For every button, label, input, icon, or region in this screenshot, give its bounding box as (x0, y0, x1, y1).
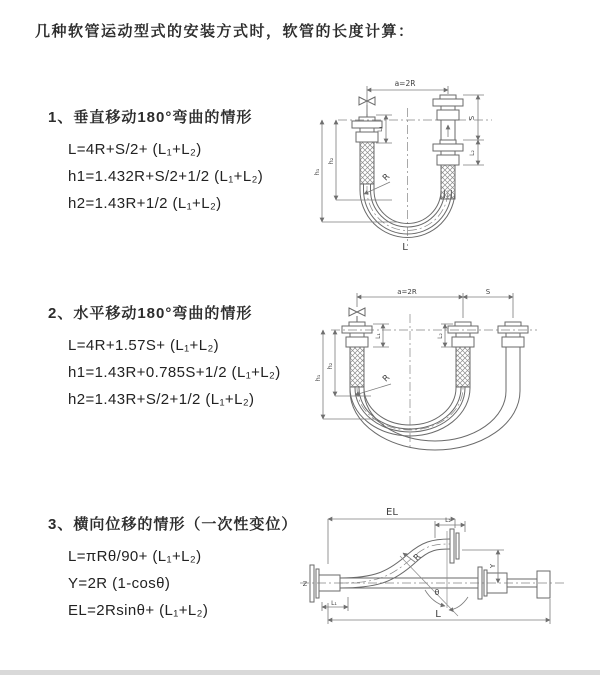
dim-label-s: S (485, 288, 491, 296)
radius-label: R (380, 171, 393, 184)
page-title: 几种软管运动型式的安装方式时，软管的长度计算： (35, 23, 415, 40)
radius-label: R (380, 372, 393, 385)
flange-fitting-right-lower (433, 140, 463, 165)
dim-label-el: EL (386, 507, 398, 518)
radius-label: R (411, 551, 424, 564)
dim-label-a2r: a=2R (397, 288, 417, 296)
section-heading: 2、水平移动180°弯曲的情形 (48, 305, 253, 322)
diagram-lateral-displacement (292, 498, 592, 660)
page-bottom-edge (0, 670, 600, 675)
dim-label-y: Y (489, 563, 497, 569)
dim-label-l2: L₂ (445, 517, 451, 524)
formula-line: h1=1.43R+0.785S+1/2 (L₁+L₂) (68, 364, 281, 381)
formula-line: L=πRθ/90+ (L₁+L₂) (68, 548, 202, 565)
section-vertical-movement (48, 108, 263, 217)
angle-arc-right (449, 597, 468, 610)
hose-assembly (342, 308, 528, 450)
formula-list (68, 332, 281, 413)
dim-label-h1: h₁ (314, 374, 322, 382)
s-curve-hose (340, 539, 450, 588)
formula-line: h1=1.432R+S/2+1/2 (L₁+L₂) (68, 168, 264, 185)
dim-label-a2r: a=2R (394, 79, 416, 88)
dim-label-s: S (468, 115, 476, 121)
flange-fitting-middle (448, 322, 478, 347)
section-horizontal-movement (48, 304, 281, 413)
braided-hose-right (441, 165, 455, 199)
formula-line: Y=2R (1-cosθ) (68, 575, 171, 592)
dim-label-l2: L₂ (469, 150, 476, 156)
flange-fitting-left (342, 322, 372, 347)
dim-label-l2: L₂ (437, 333, 444, 339)
braided-hose-left (360, 142, 374, 184)
formula-list (68, 136, 263, 217)
flange-fitting-right-upper (433, 95, 463, 120)
section-lateral-displacement (48, 515, 297, 624)
angle-label: θ (434, 588, 440, 597)
formula-line: EL=2Rsinθ+ (L₁+L₂) (68, 602, 209, 619)
dim-label-l1: L₁ (377, 126, 384, 132)
braided-hose-middle (456, 347, 470, 387)
dim-label-l: L (435, 609, 441, 620)
section-heading: 1、垂直移动180°弯曲的情形 (48, 109, 253, 126)
dim-label-h1: h₁ (313, 168, 321, 176)
formula-line: L=4R+S/2+ (L₁+L₂) (68, 141, 202, 158)
formula-list (68, 543, 297, 624)
flange-upper-right (450, 529, 459, 563)
section-heading: 3、横向位移的情形（一次性变位） (48, 516, 298, 533)
length-label: L (402, 242, 408, 253)
formula-line: h2=1.43R+1/2 (L₁+L₂) (68, 195, 222, 212)
valve-icon (349, 308, 365, 322)
break-mark: Z (302, 580, 308, 588)
formula-line: h2=1.43R+S/2+1/2 (L₁+L₂) (68, 391, 255, 408)
diagram-vertical-u-bend (300, 70, 590, 260)
braided-hose-left (350, 347, 364, 387)
dim-label-l1: L₁ (331, 600, 337, 607)
diagram-horizontal-u-bend (295, 278, 595, 464)
formula-line: L=4R+1.57S+ (L₁+L₂) (68, 337, 220, 354)
dim-label-h2: h₂ (327, 157, 335, 165)
dim-label-h2: h₂ (326, 362, 334, 370)
flange-fitting-right (498, 322, 528, 347)
hose-displaced-position (350, 347, 520, 450)
dim-label-l1: L₁ (375, 333, 382, 339)
flange-left (310, 565, 340, 602)
hose-assembly (310, 529, 550, 602)
